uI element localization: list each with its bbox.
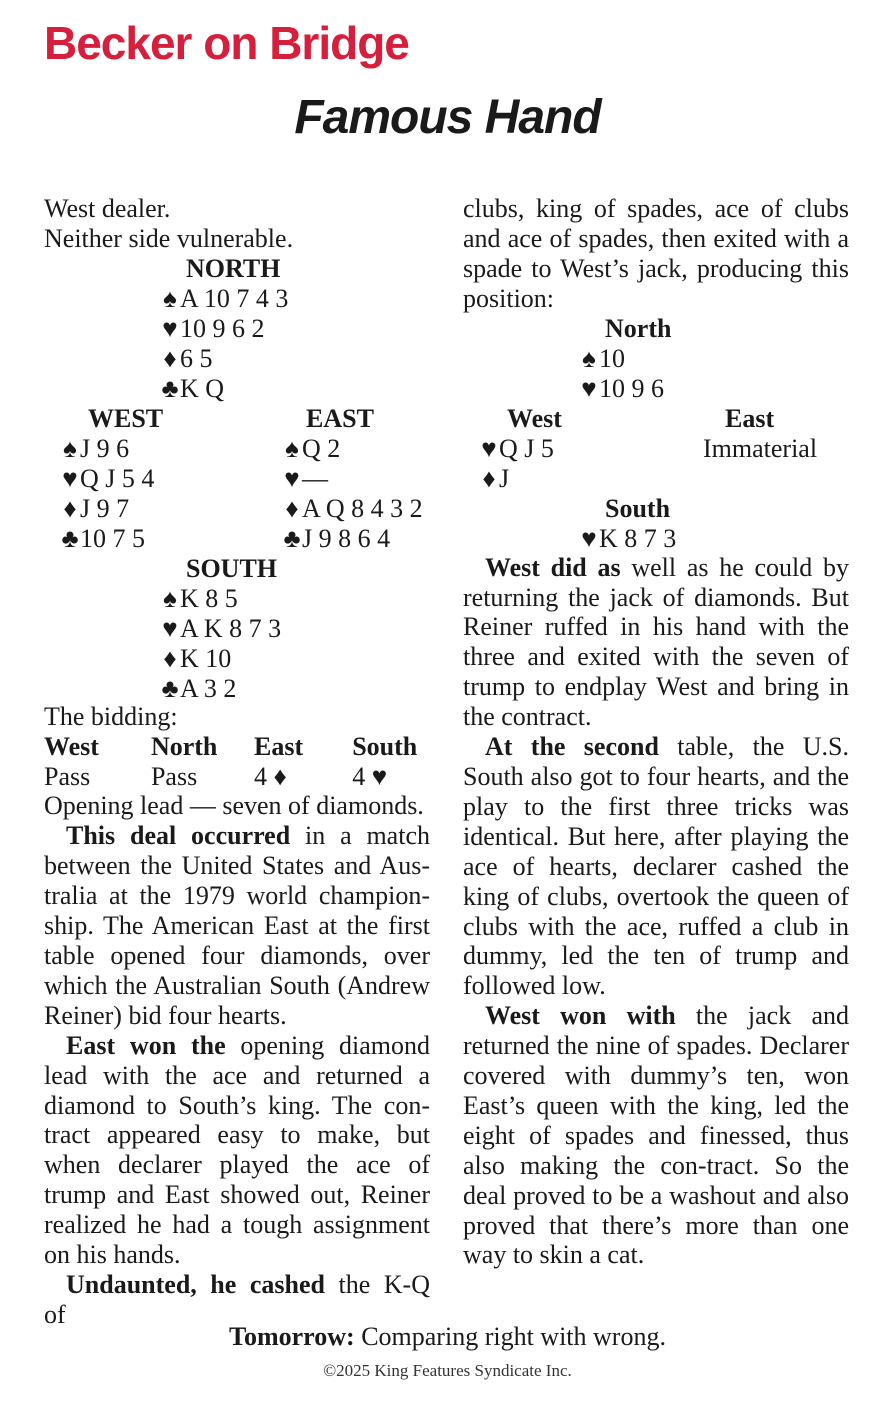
heart-icon: ♥ bbox=[162, 313, 178, 343]
south-clubs: ♣A 3 2 bbox=[161, 673, 237, 703]
bidding-call: Pass bbox=[44, 761, 91, 791]
spade-icon: ♠ bbox=[63, 433, 77, 463]
heart-icon: ♥ bbox=[162, 613, 178, 643]
spade-icon: ♠ bbox=[163, 283, 177, 313]
spade-icon: ♠ bbox=[582, 343, 596, 373]
position-east-label: East bbox=[725, 403, 775, 433]
position-west-hearts: ♥Q J 5 bbox=[479, 434, 554, 464]
diamond-icon: ♦ bbox=[163, 343, 177, 373]
east-hearts: ♥— bbox=[282, 464, 328, 494]
bidding-header: North bbox=[150, 731, 218, 761]
position-north-spades: ♠ 10 bbox=[579, 344, 625, 374]
article-paragraph-continued: clubs, king of spades, ace of clubs and ace of spades, then exited with a spade to West’s jack, producing this position: bbox=[463, 194, 849, 313]
heart-icon: ♥ bbox=[284, 463, 300, 493]
diamond-icon: ♦ bbox=[163, 643, 177, 673]
diamond-icon: ♦ bbox=[482, 463, 496, 493]
bidding-call: 4 ♥ bbox=[352, 761, 388, 791]
west-spades: ♠ J 9 6 bbox=[60, 434, 129, 464]
position-west-diamonds: ♦ J bbox=[479, 464, 509, 494]
article-paragraph: West did as well as he could by returning the jack of diamonds. But Reiner ruffed in his hand with the three and exited with the seven of trump to endplay West and bring in the contract. bbox=[463, 552, 849, 732]
vulnerability-line: Neither side vulnerable. bbox=[44, 223, 294, 253]
west-diamonds: ♦ J 9 7 bbox=[60, 494, 129, 524]
bidding-call: 4 ♦ bbox=[254, 761, 287, 791]
south-hearts: ♥A K 8 7 3 bbox=[160, 614, 281, 644]
copyright-line: ©2025 King Features Syndicate Inc. bbox=[323, 1361, 572, 1380]
south-diamonds: ♦ K 10 bbox=[160, 644, 231, 674]
position-west-label: West bbox=[507, 403, 562, 433]
south-label: SOUTH bbox=[186, 553, 278, 583]
tomorrow-label: Tomorrow: bbox=[229, 1322, 355, 1351]
position-east-text: Immaterial bbox=[703, 433, 818, 463]
east-diamonds: ♦ A Q 8 4 3 2 bbox=[282, 494, 423, 524]
spade-icon: ♠ bbox=[285, 433, 299, 463]
position-south-label: South bbox=[605, 493, 671, 523]
column-brand-title: Becker on Bridge bbox=[44, 17, 409, 69]
position-north-hearts: ♥10 9 6 bbox=[579, 374, 664, 404]
bidding-header-row bbox=[44, 732, 430, 762]
diamond-icon: ♦ bbox=[285, 493, 299, 523]
position-diagram bbox=[463, 314, 849, 553]
heart-icon: ♥ bbox=[581, 373, 597, 403]
club-icon: ♣ bbox=[161, 373, 179, 403]
bidding-header: South bbox=[352, 731, 418, 761]
left-column bbox=[44, 194, 430, 1330]
north-spades: ♠ A 10 7 4 3 bbox=[160, 284, 288, 314]
right-column bbox=[463, 194, 849, 1270]
east-label: EAST bbox=[306, 403, 374, 433]
north-clubs: ♣K Q bbox=[161, 373, 225, 403]
diamond-icon: ♦ bbox=[63, 493, 77, 523]
article-paragraph: Undaunted, he cashed the K-Q of bbox=[44, 1269, 430, 1329]
bidding-call: Pass bbox=[150, 761, 198, 791]
article-paragraph: At the second table, the U.S. South also got to four hearts, and the play to the first three tricks was identical. But here, after playing the ace of hearts, declarer cashed the king of clubs, overtook the queen of clubs with the ace, ruffed a club in dummy, led the ten of trump and followed low. bbox=[463, 732, 849, 1001]
opening-lead: Opening lead — seven of diamonds. bbox=[44, 791, 424, 821]
column-subtitle: Famous Hand bbox=[294, 91, 601, 144]
bidding-label: The bidding: bbox=[44, 701, 178, 731]
article-paragraph: This deal occurred in a match between the United States and Aus-tralia at the 1979 world champion-ship. The American East at the first table opened four diamonds, over which the Australian South (Andrew Reiner) bid four hearts. bbox=[44, 821, 430, 1030]
position-south-hearts: ♥K 8 7 3 bbox=[579, 524, 676, 554]
spade-icon: ♠ bbox=[163, 583, 177, 613]
article-paragraph: East won the opening diamond lead with the ace and returned a diamond to South’s king. The con-tract appeared easy to make, but when declarer played the ace of trump and East showed out, Reiner realized he had a tough assignment on his hands. bbox=[44, 1030, 430, 1270]
north-diamonds: ♦ 6 5 bbox=[160, 344, 213, 374]
club-icon: ♣ bbox=[161, 673, 179, 703]
bidding-calls-row bbox=[44, 762, 430, 792]
heart-icon: ♥ bbox=[581, 523, 597, 553]
tomorrow-text: Comparing right with wrong. bbox=[354, 1322, 666, 1351]
deal-diagram bbox=[44, 254, 430, 702]
east-spades: ♠ Q 2 bbox=[282, 434, 340, 464]
south-spades: ♠ K 8 5 bbox=[160, 584, 238, 614]
bidding-header: East bbox=[254, 731, 304, 761]
east-clubs: ♣J 9 8 6 4 bbox=[283, 523, 391, 553]
heart-icon: ♥ bbox=[481, 433, 497, 463]
dealer-line: West dealer. bbox=[44, 194, 171, 223]
position-north-label: North bbox=[605, 313, 672, 343]
west-label: WEST bbox=[88, 403, 164, 433]
tomorrow-teaser bbox=[0, 1322, 871, 1352]
club-icon: ♣ bbox=[283, 523, 301, 553]
west-hearts: ♥Q J 5 4 bbox=[60, 464, 154, 494]
heart-icon: ♥ bbox=[62, 463, 78, 493]
north-hearts: ♥10 9 6 2 bbox=[160, 314, 265, 344]
bidding-header: West bbox=[44, 731, 99, 761]
north-label: NORTH bbox=[186, 253, 281, 283]
club-icon: ♣ bbox=[61, 523, 79, 553]
article-paragraph: West won with the jack and returned the nine of spades. Declarer covered with dummy’s ten, won East’s queen with the king, led the eight of spades and finessed, thus also making the con-tract. So the deal proved to be a washout and also proved that there’s more than one way to skin a cat. bbox=[463, 1001, 849, 1270]
west-clubs: ♣10 7 5 bbox=[61, 523, 145, 553]
